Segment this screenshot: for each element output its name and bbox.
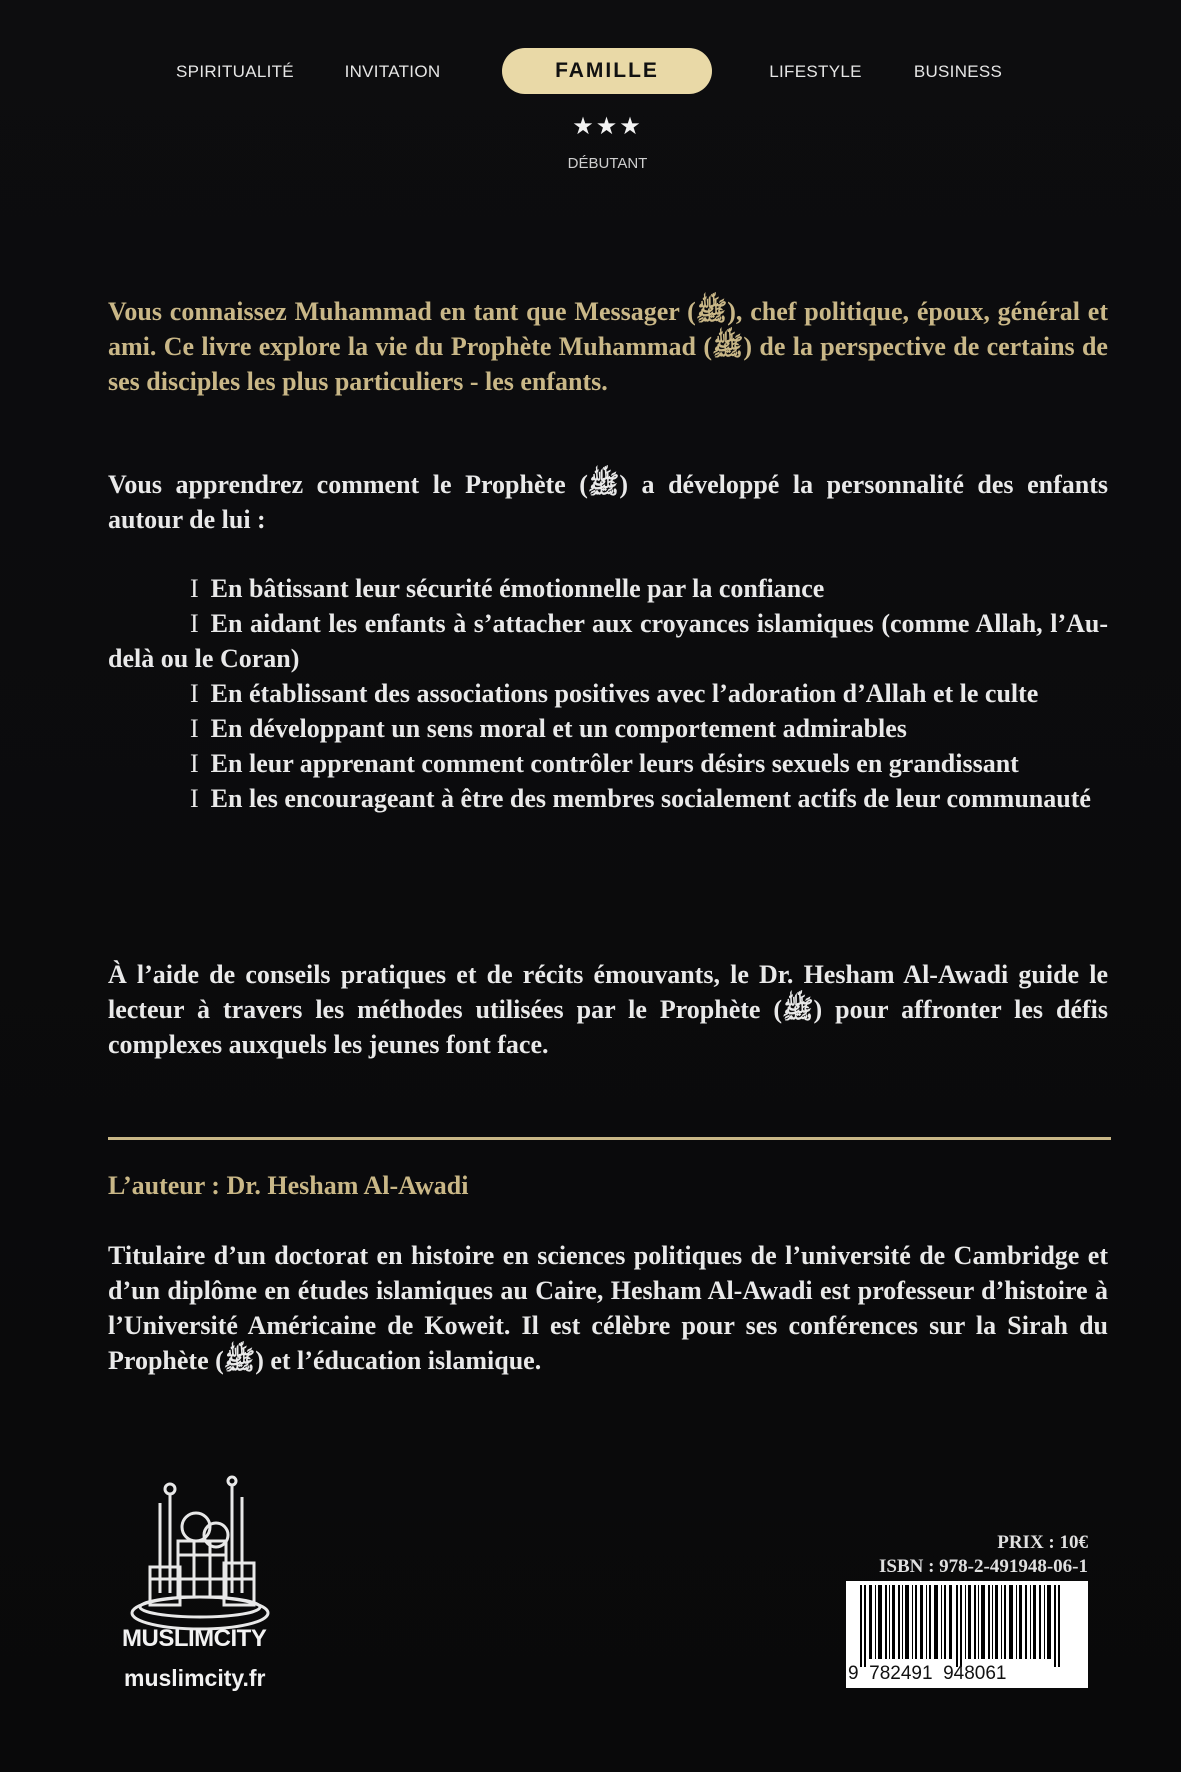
bullet-mark: I xyxy=(190,749,199,778)
section-divider xyxy=(108,1137,1111,1140)
intro-paragraph: Vous connaissez Muhammad en tant que Messager (ﷺ), chef politique, époux, général et ami. Ce livre explore la vie du Prophète Muhammad (ﷺ) de la perspective de certains de ses disciples les plus particuliers - les enfants. xyxy=(108,297,1108,396)
list-item-text: En aidant les enfants à s’attacher aux croyances islamiques (comme Allah, l’Au-delà ou le Coran) xyxy=(108,609,1108,673)
difficulty-level-label: DÉBUTANT xyxy=(567,155,648,172)
list-item-text: En développant un sens moral et un comportement admirables xyxy=(210,714,907,743)
barcode-digits: 9 782491 948061 xyxy=(848,1663,1007,1684)
author-heading: L’auteur : Dr. Hesham Al-Awadi xyxy=(108,1171,469,1200)
list-item xyxy=(108,746,1108,781)
bullet-mark: I xyxy=(190,679,199,708)
nav-item-business[interactable]: BUSINESS xyxy=(913,62,1003,81)
closing-paragraph: À l’aide de conseils pratiques et de récits émouvants, le Dr. Hesham Al-Awadi guide le lecteur à travers les méthodes utilisées par le Prophète (ﷺ) pour affronter les défis complexes auxquels les jeunes font face. xyxy=(108,960,1108,1059)
publisher-url[interactable]: muslimcity.fr xyxy=(124,1665,266,1691)
bullet-mark: I xyxy=(190,609,199,638)
difficulty-stars-icon: ★★★ xyxy=(572,112,643,140)
intro-lead-paragraph: Vous apprendrez comment le Prophète (ﷺ) a développé la personnalité des enfants autour de lui : xyxy=(108,470,1109,534)
bullet-mark: I xyxy=(190,784,199,813)
isbn-label: ISBN : 978-2-491948-06-1 xyxy=(879,1556,1088,1577)
list-item xyxy=(108,571,1108,606)
bullet-mark: I xyxy=(190,714,199,743)
list-item-text: En établissant des associations positives avec l’adoration d’Allah et le culte xyxy=(210,679,1039,708)
category-nav xyxy=(0,48,1181,96)
price-label: PRIX : 10€ xyxy=(997,1532,1088,1553)
methods-list xyxy=(108,571,1108,816)
nav-item-lifestyle[interactable]: LIFESTYLE xyxy=(769,62,862,81)
list-item-text: En les encourageant à être des membres socialement actifs de leur communauté xyxy=(210,784,1091,813)
author-bio: Titulaire d’un doctorat en histoire en sciences politiques de l’université de Cambridge et d’un diplôme en études islamiques au Caire, Hesham Al-Awadi est professeur d’histoire à l’Université Américaine de Koweit. Il est célèbre pour ses conférences sur la Sirah du Prophète (ﷺ) et l’éducation islamique. xyxy=(108,1241,1108,1375)
list-item xyxy=(108,781,1108,816)
list-item xyxy=(108,676,1108,711)
list-item-text: En bâtissant leur sécurité émotionnelle par la confiance xyxy=(210,574,825,603)
list-item xyxy=(108,711,1108,746)
bullet-mark: I xyxy=(190,574,199,603)
nav-item-famille-active[interactable]: FAMILLE xyxy=(502,48,712,94)
list-item xyxy=(108,606,1108,676)
nav-item-invitation[interactable]: INVITATION xyxy=(344,62,441,81)
publisher-name: MUSLIMCITY xyxy=(122,1625,267,1652)
list-item-text: En leur apprenant comment contrôler leurs désirs sexuels en grandissant xyxy=(210,749,1019,778)
nav-item-spiritualite[interactable]: SPIRITUALITÉ xyxy=(176,62,294,81)
